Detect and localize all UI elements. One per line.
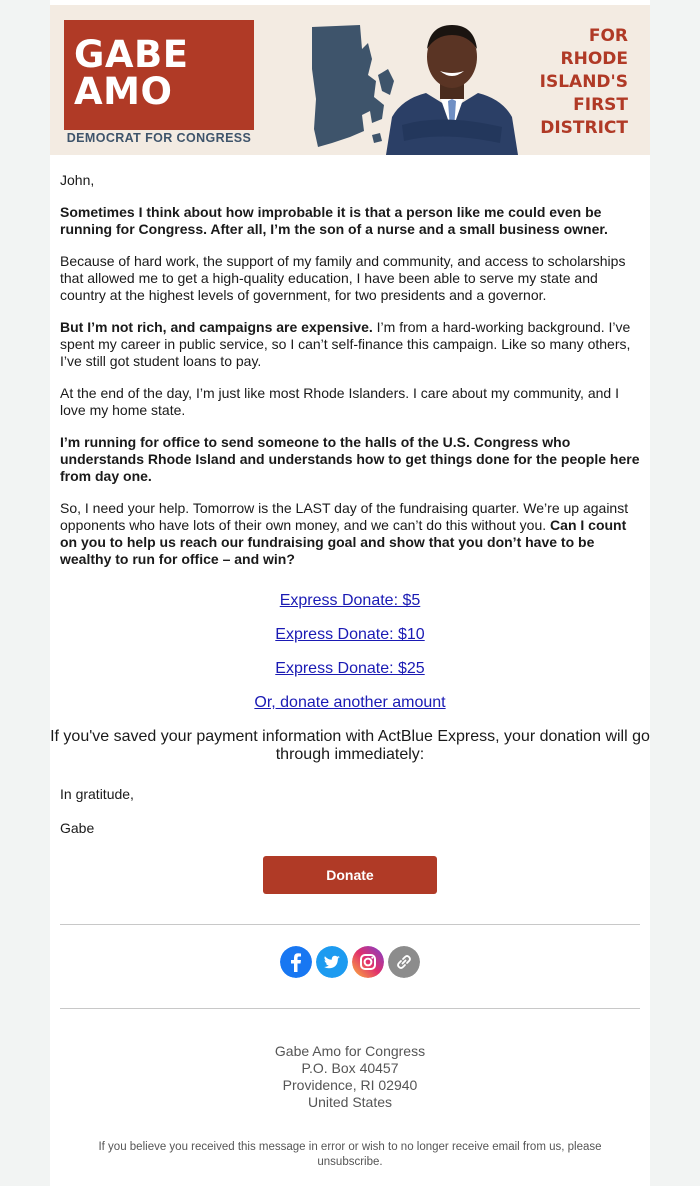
link-icon[interactable] <box>388 946 420 978</box>
greeting: John, <box>60 172 95 188</box>
closing <box>60 786 134 854</box>
mailing-address <box>50 1043 650 1111</box>
paragraph-3-text: I’m from a hard-working background. I’ve spent my career in public service, so I can’t self-finance this campaign. Like so many others, I’ve still got student loans to pay. <box>60 319 631 369</box>
candidate-photo <box>382 13 522 155</box>
paragraph-3-bold: But I’m not rich, and campaigns are expensive. <box>60 319 373 335</box>
express-donate-25-link[interactable]: Express Donate: $25 <box>275 660 425 677</box>
social-links <box>280 946 420 978</box>
facebook-icon[interactable] <box>280 946 312 978</box>
message-content <box>60 172 640 583</box>
twitter-icon[interactable] <box>316 946 348 978</box>
paragraph-6 <box>60 500 640 568</box>
campaign-logo <box>64 20 254 130</box>
actblue-note: If you've saved your payment information with ActBlue Express, your donation will go through immediately: <box>50 728 650 763</box>
divider <box>60 1008 640 1009</box>
paragraph-6-text: So, I need your help. Tomorrow is the LAST day of the fundraising quarter. We’re up against opponents who have lots of their own money, and we can’t do this without you. <box>60 500 629 533</box>
donate-other-amount-link[interactable]: Or, donate another amount <box>254 694 446 711</box>
address-org: Gabe Amo for Congress <box>274 1043 426 1059</box>
paragraph-4: At the end of the day, I’m just like most Rhode Islanders. I care about my community, and I love my home state. <box>60 385 619 418</box>
email-body <box>50 0 650 1186</box>
donate-button[interactable]: Donate <box>263 856 437 894</box>
paragraph-3 <box>60 319 640 370</box>
district-tagline: FOR RHODE ISLAND'S FIRST DISTRICT <box>539 26 628 138</box>
paragraph-6-bold: Can I count on you to help us reach our fundraising goal and show that you don’t have to be wealthy to run for office – and win? <box>60 517 627 567</box>
address-city: Providence, RI 02940 <box>282 1077 418 1093</box>
express-donate-10-link[interactable]: Express Donate: $10 <box>275 626 425 643</box>
logo-name: GABE AMO <box>74 33 189 113</box>
address-box: P.O. Box 40457 <box>301 1060 399 1076</box>
divider <box>60 924 640 925</box>
paragraph-2: Because of hard work, the support of my family and community, and access to scholarships that allowed me to get a high-quality education, I have been able to serve my state and country at the highest levels of government, for two presidents and a governor. <box>60 253 626 303</box>
address-country: United States <box>307 1094 393 1110</box>
unsubscribe-note: If you believe you received this message in error or wish to no longer receive email from us, please unsubscribe. <box>98 1141 602 1168</box>
closing-line: In gratitude, <box>60 786 134 802</box>
header-banner <box>50 5 650 155</box>
instagram-icon[interactable] <box>352 946 384 978</box>
donation-links <box>50 590 650 726</box>
logo-subtitle: DEMOCRAT FOR CONGRESS <box>66 131 252 145</box>
signature: Gabe <box>60 820 95 836</box>
paragraph-5: I’m running for office to send someone to the halls of the U.S. Congress who understands Rhode Island and understands how to get things done for the people here from day one. <box>60 434 640 484</box>
paragraph-1: Sometimes I think about how improbable it is that a person like me could even be running for Congress. After all, I’m the son of a nurse and a small business owner. <box>60 204 608 237</box>
express-donate-5-link[interactable]: Express Donate: $5 <box>279 592 421 609</box>
